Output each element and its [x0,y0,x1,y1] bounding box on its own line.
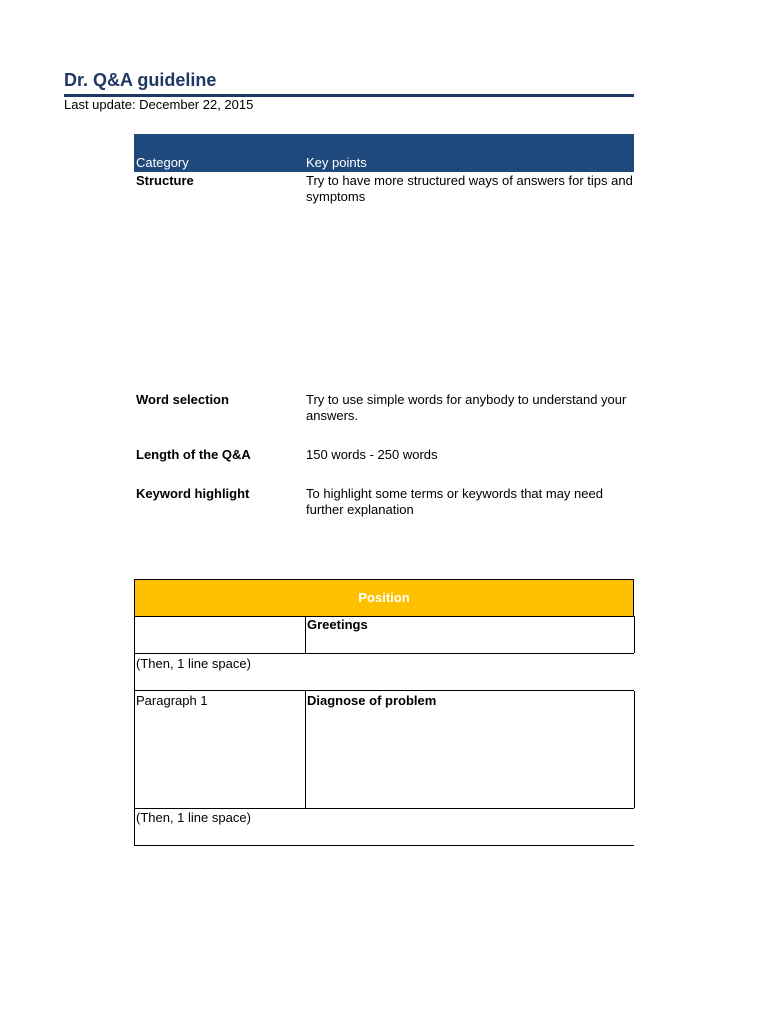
row-category: Structure [136,173,194,188]
key-points-table-header [134,134,634,172]
row-category: Word selection [136,392,229,407]
position-row-paragraph-1 [134,690,634,809]
row-category: Keyword highlight [136,486,250,501]
header-key-points: Key points [306,155,367,170]
position-spacer-row: (Then, 1 line space) [134,654,634,691]
row-key-points: Try to have more structured ways of answers for tips and symptoms [306,173,633,204]
position-table-header [134,579,634,617]
position-content: Greetings [305,616,635,653]
row-key-points: Try to use simple words for anybody to understand your answers. [306,392,627,423]
position-label: Paragraph 1 [136,693,208,708]
position-spacer-row: (Then, 1 line space) [134,809,634,846]
row-key-points: 150 words - 250 words [306,447,438,462]
position-content: Diagnose of problem [305,691,635,808]
header-category: Category [136,155,189,170]
position-label [135,616,305,653]
last-update: Last update: December 22, 2015 [64,97,254,112]
document-title: Dr. Q&A guideline [64,70,217,90]
row-category: Length of the Q&A [136,447,251,462]
row-key-points: To highlight some terms or keywords that may need further explanation [306,486,603,517]
position-row-greetings [134,616,634,654]
position-header-label: Position [358,590,410,605]
